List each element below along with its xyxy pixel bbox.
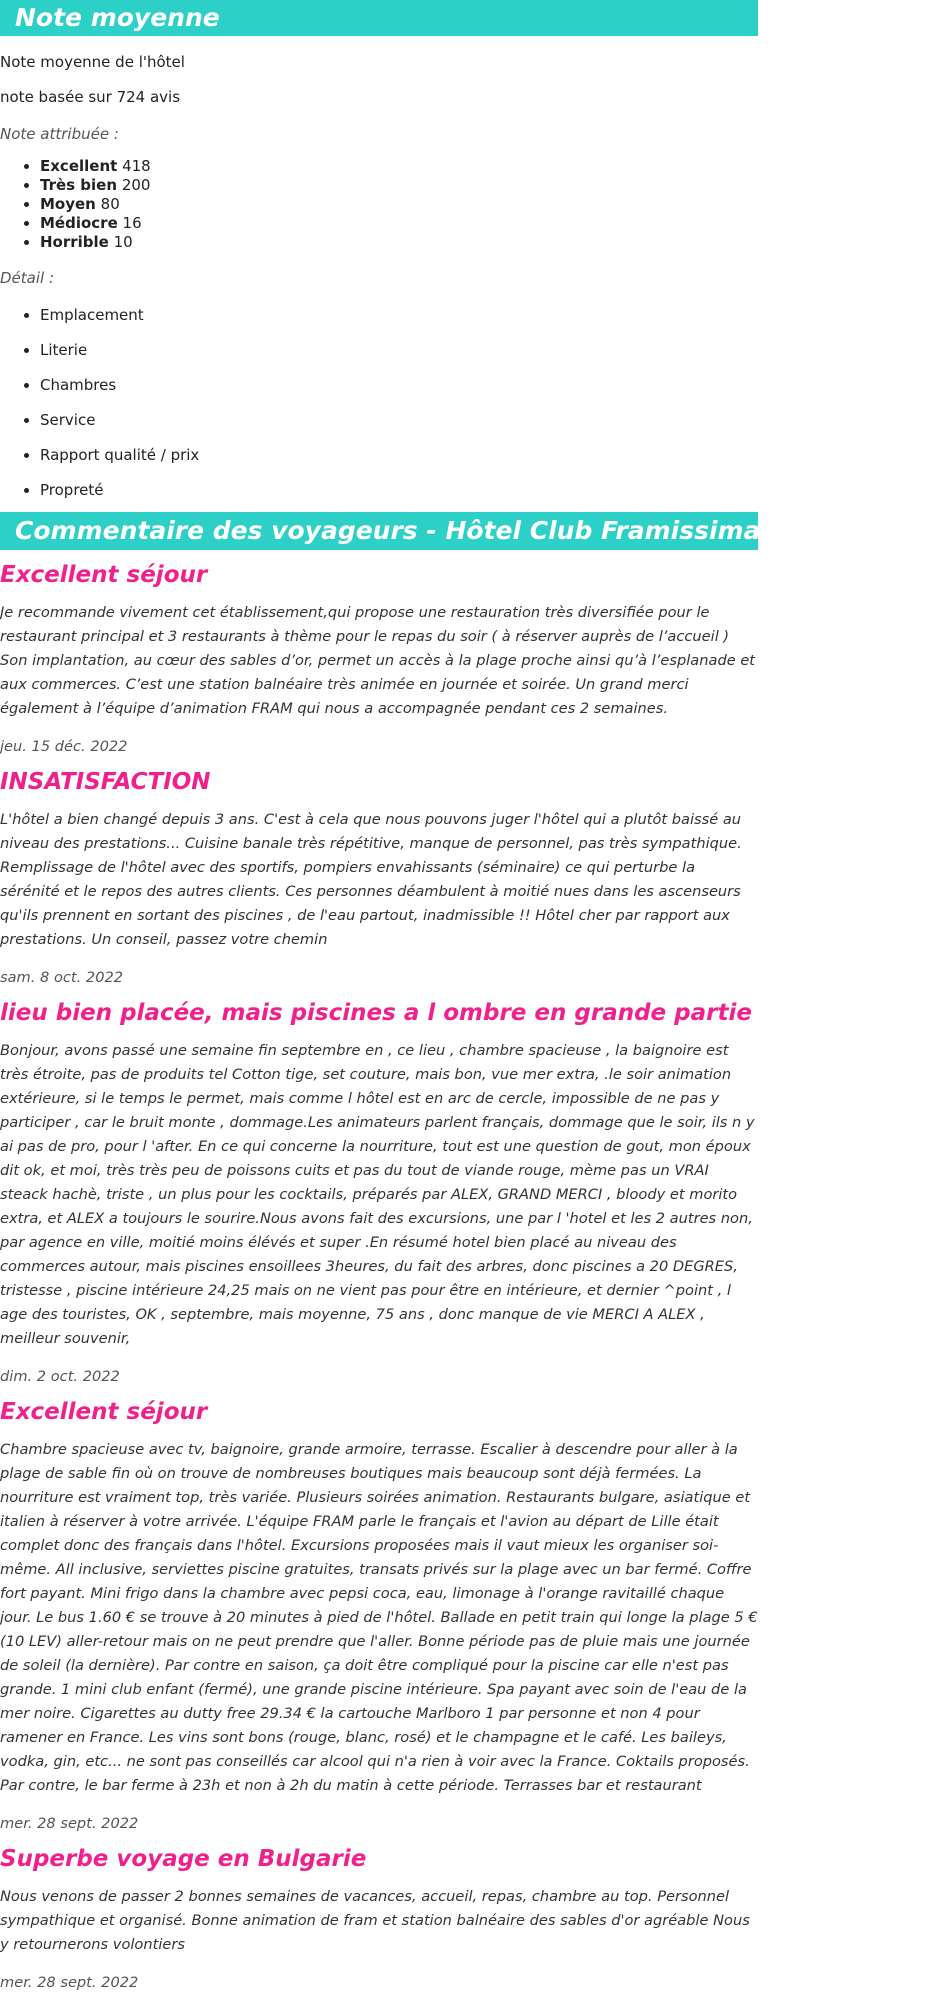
review-title: lieu bien placée, mais piscines a l ombre en grande partie: [0, 1000, 752, 1026]
detail-item-chambres: • Chambres: [40, 368, 758, 403]
rating-count: 418: [122, 157, 151, 175]
review: [0, 767, 758, 988]
average-rating-header: Note moyenne: [0, 0, 758, 36]
detail-item-proprete: • Propreté: [40, 473, 758, 508]
detail-item-emplacement: • Emplacement: [40, 298, 758, 333]
average-rating-title: Note moyenne de l'hôtel: [0, 53, 185, 71]
review: [0, 998, 758, 1387]
review-title: Excellent séjour: [0, 1399, 208, 1425]
rating-label: Très bien: [40, 176, 118, 194]
review-body: Bonjour, avons passé une semaine fin septembre en , ce lieu , chambre spacieuse , la baignoire est très étroite, pas de produits tel Cotton tige, set couture, mais bon, vue mer extra, .le soir animation extérieure, si le temps le permet, mais comme l hôtel est en arc de cercle, impossible de ne pas y participer , car le bruit monte , dommage.Les animateurs parlent français, dommage que le soir, ils n y ai pas de pro, pour l 'after. En ce qui concerne la nourriture, tout est une question de gout, mon époux dit ok, et moi, très très peu de poissons cuits et pas du tout de viande rouge, mème pas un VRAI steack hachè, triste , un plus pour les cocktails, préparés par ALEX, GRAND MERCI , bloody et morito extra, et ALEX a toujours le sourire.Nous avons fait des excursions, une par l 'hotel et les 2 autres non, par agence en ville, moitié moins élévés et super .En résumé hotel bien placé au niveau des commerces autour, mais piscines ensoillees 3heures, du fait des arbres, donc piscines a 20 DEGRES, tristesse , piscine intérieure 24,25 mais on ne vient pas pour être en intérieure, et dernier ^point , l age des touristes, OK , septembre, mais moyenne, 75 ans , donc manque de vie MERCI A ALEX , meilleur souvenir,: [0, 1042, 755, 1347]
review-body: Je recommande vivement cet établissement,qui propose une restauration très diversifiée pour le restaurant principal et 3 restaurants à thème pour le repas du soir ( à réserver auprès de l’accueil ) Son implantation, au cœur des sables d’or, permet un accès à la plage proche ainsi qu’à l’esplanade et aux commerces. C’est une station balnéaire très animée en journée et soirée. Un grand merci également à l’équipe d’animation FRAM qui nous a accompagnée pendant ces 2 semaines.: [0, 604, 756, 717]
detail-criteria-list: [0, 298, 758, 508]
detail-item-service: • Service: [40, 403, 758, 438]
review-date: mer. 28 sept. 2022: [0, 1974, 139, 1991]
review-title: Excellent séjour: [0, 562, 208, 588]
review-date: dim. 2 oct. 2022: [0, 1368, 120, 1385]
rating-label: Horrible: [40, 233, 109, 251]
review-date: mer. 28 sept. 2022: [0, 1815, 139, 1832]
review-date: sam. 8 oct. 2022: [0, 969, 124, 986]
review-count: note basée sur 724 avis: [0, 88, 181, 106]
rating-item-horrible: [40, 233, 758, 252]
rating-label: Médiocre: [40, 214, 118, 232]
rating-count: 16: [122, 214, 142, 232]
detail-item-rapport-qualite-prix: • Rapport qualité / prix: [40, 438, 758, 473]
review: [0, 560, 758, 757]
review-title: Superbe voyage en Bulgarie: [0, 1846, 367, 1872]
rating-label: Moyen: [40, 195, 96, 213]
ratings-label: Note attribuée :: [0, 125, 119, 143]
detail-label: Détail :: [0, 269, 55, 287]
rating-item-moyen: [40, 195, 758, 214]
review: [0, 1844, 758, 1993]
review-body: Nous venons de passer 2 bonnes semaines de vacances, accueil, repas, chambre au top. Personnel sympathique et organisé. Bonne animation de fram et station balnéaire des sables d'or agréable Nous y retournerons volontiers: [0, 1888, 750, 1953]
review-body: Chambre spacieuse avec tv, baignoire, grande armoire, terrasse. Escalier à descendre pour aller à la plage de sable fin où on trouve de nombreuses boutiques mais beaucoup sont déjà fermées. La nourriture est vraiment top, très variée. Plusieurs soirées animation. Restaurants bulgare, asiatique et italien à réserver à votre arrivée. L'équipe FRAM parle le français et l'avion au départ de Lille était complet donc des français dans l'hôtel. Excursions proposées mais il vaut mieux les organiser soi-même. All inclusive, serviettes piscine gratuites, transats privés sur la plage avec un bar fermé. Coffre fort payant. Mini frigo dans la chambre avec pepsi coca, eau, limonage à l'orange ravitaillé chaque jour. Le bus 1.60 € se trouve à 20 minutes à pied de l'hôtel. Ballade en petit train qui longe la plage 5 € (10 LEV) aller-retour mais on ne peut prendre que l'aller. Bonne période pas de pluie mais une journée de soleil (la dernière). Par contre en saison, ça doit être compliqué pour la piscine car elle n'est pas grande. 1 mini club enfant (fermé), une grande piscine intérieure. Spa payant avec soin de l'eau de la mer noire. Cigarettes au dutty free 29.34 € la cartouche Marlboro 1 par personne et non 4 pour ramener en France. Les vins sont bons (rouge, blanc, rosé) et le champagne et le café. Les baileys, vodka, gin, etc... ne sont pas conseillés car alcool qui n'a rien à voir avec la France. Coktails proposés. Par contre, le bar ferme à 23h et non à 2h du matin à cette période. Terrasses bar et restaurant: [0, 1441, 758, 1794]
rating-item-tres-bien: [40, 176, 758, 195]
rating-item-excellent: [40, 157, 758, 176]
review: [0, 1397, 758, 1834]
review-title: INSATISFACTION: [0, 769, 211, 795]
rating-item-mediocre: [40, 214, 758, 233]
review-date: jeu. 15 déc. 2022: [0, 738, 128, 755]
rating-count: 200: [121, 176, 151, 194]
review-body: L'hôtel a bien changé depuis 3 ans. C'est à cela que nous pouvons juger l'hôtel qui a plutôt baissé au niveau des prestations... Cuisine banale très répétitive, manque de personnel, pas très sympathique. Remplissage de l'hôtel avec des sportifs, pompiers envahissants (séminaire) ce qui perturbe la sérénité et le repos des autres clients. Ces personnes déambulent à moitié nues dans les ascenseurs qu'ils prennent en sortant des piscines , de l'eau partout, inadmissible !! Hôtel cher par rapport aux prestations. Un conseil, passez votre chemin: [0, 811, 742, 948]
ratings-breakdown-list: [0, 157, 758, 252]
detail-item-literie: • Literie: [40, 333, 758, 368]
rating-label: Excellent: [40, 157, 118, 175]
rating-count: 10: [113, 233, 133, 251]
rating-count: 80: [100, 195, 120, 213]
traveler-comments-header: Commentaire des voyageurs - Hôtel Club Framissima Arabella 4*: [0, 512, 758, 550]
